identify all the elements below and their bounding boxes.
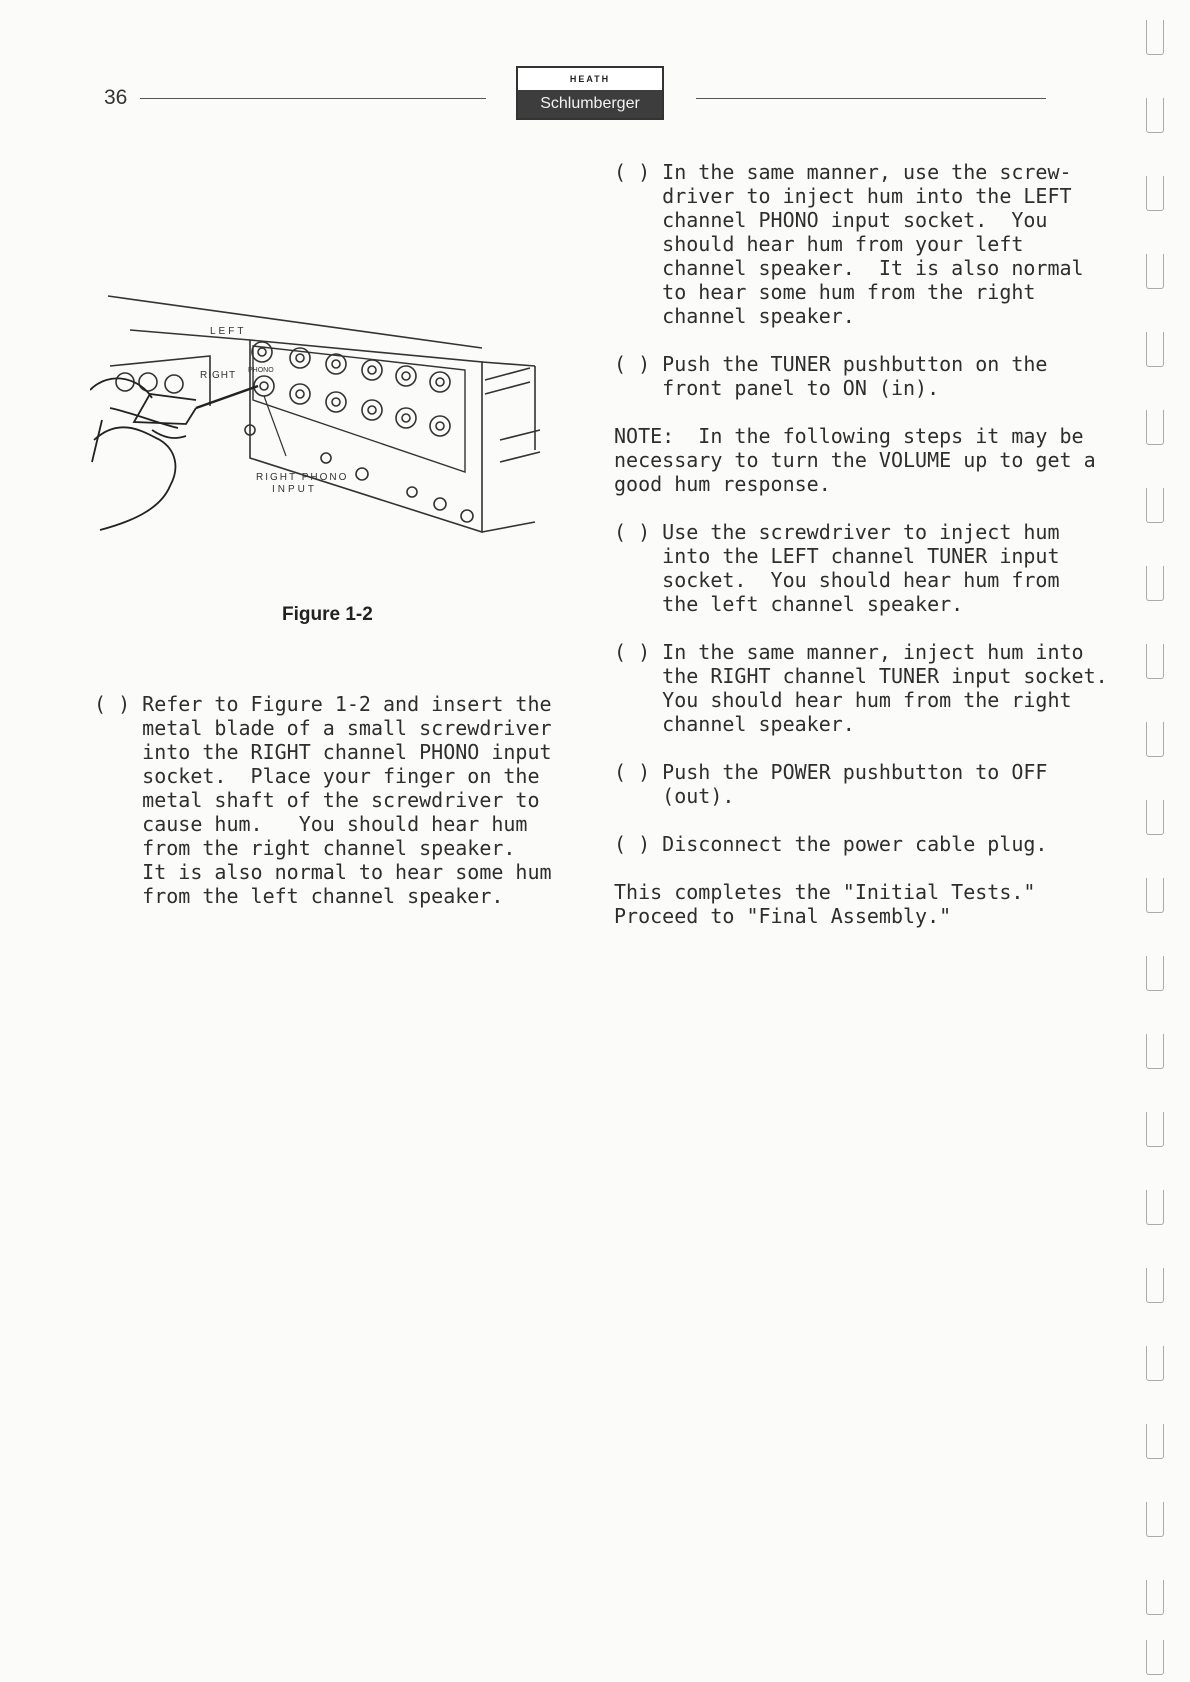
binder-tab xyxy=(1146,566,1164,601)
figure-callout-input: INPUT xyxy=(272,484,317,495)
binder-tab xyxy=(1146,410,1164,445)
step-left-phono: ( ) In the same manner, use the screw- driver to inject hum into the LEFT channel PHONO input socket. You should hear hum from your left channel speaker. It is also normal to hear some hum from the right channel speaker. xyxy=(614,160,1084,328)
step-left-tuner: ( ) Use the screwdriver to inject hum into the LEFT channel TUNER input socket. You should hear hum from the left channel speaker. xyxy=(614,520,1060,616)
binder-tab xyxy=(1146,1502,1164,1537)
binder-tab xyxy=(1146,98,1164,133)
logo-heath-text: HEATH xyxy=(569,74,611,84)
step-refer-figure: ( ) Refer to Figure 1-2 and insert the metal blade of a small screwdriver into the RIGHT channel PHONO input socket. Place your finger on the metal shaft of the screwdriver to cause hum. You should hear hum from the right channel speaker. It is also normal to hear some hum from the left channel speaker. xyxy=(94,692,552,908)
binder-tab xyxy=(1146,722,1164,757)
page-number: 36 xyxy=(104,86,128,109)
closing-text: This completes the "Initial Tests." Proceed to "Final Assembly." xyxy=(614,880,1036,928)
binder-tab xyxy=(1146,1424,1164,1459)
figure-label-phono: PHONO xyxy=(248,367,274,374)
figure-screwdriver-phono-input xyxy=(90,290,580,570)
binder-tab xyxy=(1146,1034,1164,1069)
binder-tabs xyxy=(1146,20,1172,1680)
figure-callout-right-phono: RIGHT PHONO xyxy=(256,472,349,483)
figure-caption: Figure 1-2 xyxy=(282,604,373,625)
binder-tab xyxy=(1146,800,1164,835)
binder-tab xyxy=(1146,20,1164,55)
header-rule-left xyxy=(140,98,486,99)
figure-label-left: LEFT xyxy=(210,326,247,337)
step-tuner-on: ( ) Push the TUNER pushbutton on the front panel to ON (in). xyxy=(614,352,1048,400)
binder-tab xyxy=(1146,878,1164,913)
logo-schlumberger-text: Schlumberger xyxy=(518,90,662,118)
binder-tab xyxy=(1146,1190,1164,1225)
figure-label-right: RIGHT xyxy=(200,370,237,381)
binder-tab xyxy=(1146,956,1164,991)
binder-tab xyxy=(1146,176,1164,211)
binder-tab xyxy=(1146,1640,1164,1675)
binder-tab xyxy=(1146,644,1164,679)
binder-tab xyxy=(1146,1268,1164,1303)
step-right-tuner: ( ) In the same manner, inject hum into the RIGHT channel TUNER input socket. You should hear hum from the right channel speaker. xyxy=(614,640,1108,736)
binder-tab xyxy=(1146,1346,1164,1381)
heath-schlumberger-logo xyxy=(516,66,664,120)
binder-tab xyxy=(1146,488,1164,523)
step-power-off: ( ) Push the POWER pushbutton to OFF (out). xyxy=(614,760,1048,808)
binder-tab xyxy=(1146,1112,1164,1147)
binder-tab xyxy=(1146,1580,1164,1615)
note: NOTE: In the following steps it may be necessary to turn the VOLUME up to get a good hum response. xyxy=(614,424,1096,496)
step-disconnect: ( ) Disconnect the power cable plug. xyxy=(614,832,1048,856)
binder-tab xyxy=(1146,332,1164,367)
binder-tab xyxy=(1146,254,1164,289)
header-rule-right xyxy=(696,98,1046,99)
